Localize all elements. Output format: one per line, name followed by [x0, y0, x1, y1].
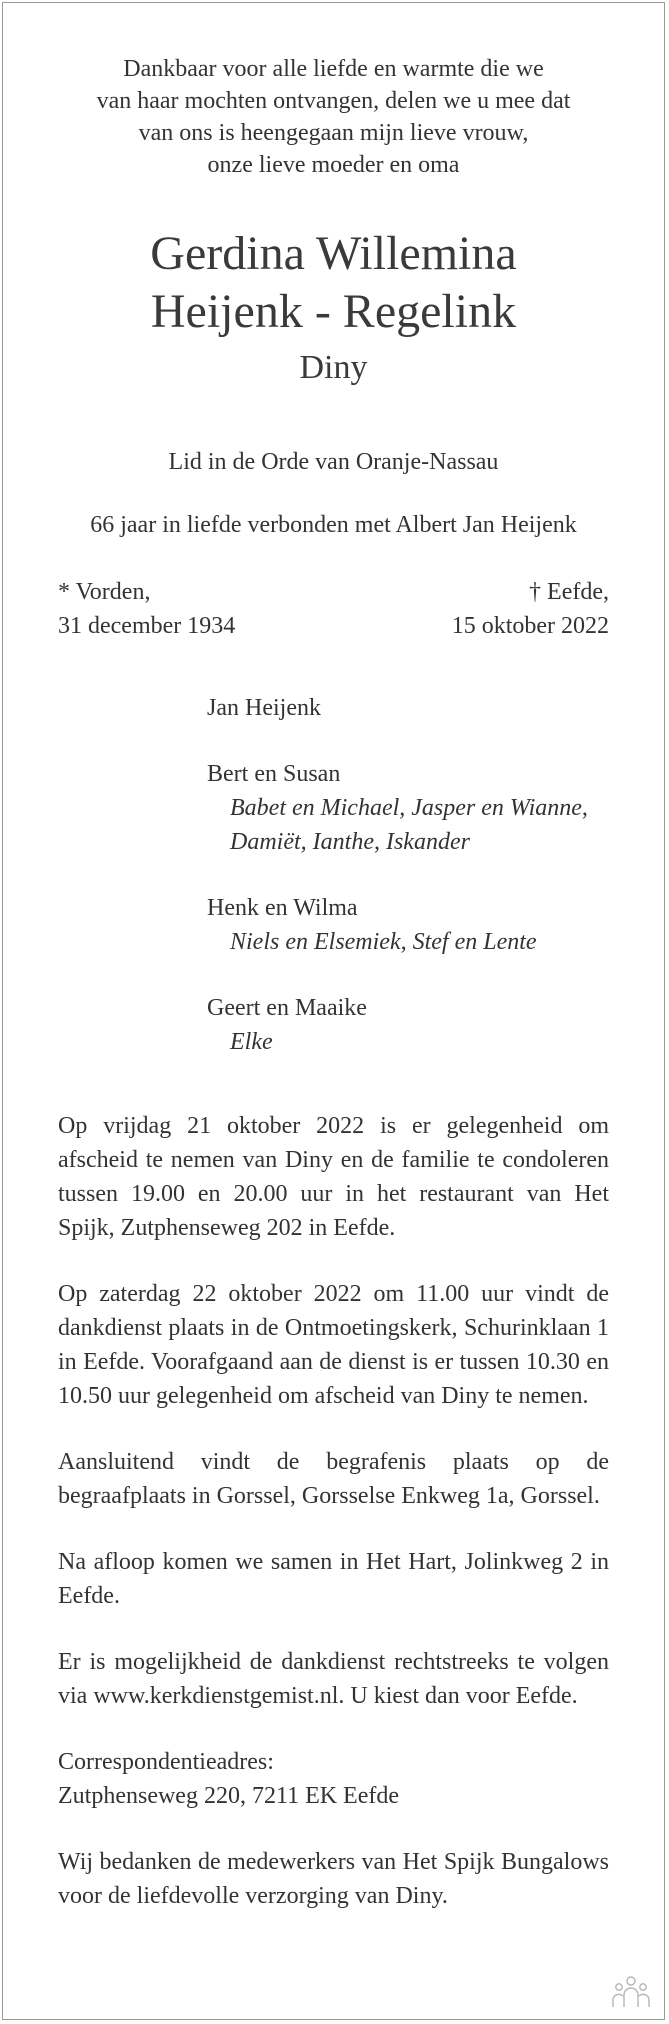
family-children: Elke: [230, 1029, 273, 1055]
family-list: [207, 691, 588, 1091]
deceased-name: [3, 225, 664, 341]
life-dates: [58, 575, 609, 643]
name-line-first: Gerdina Willemina: [150, 227, 517, 280]
thanks-paragraph: Wij bedanken de medewerkers van Het Spijk Bungalows voor de liefdevolle verzorging van Diny.: [58, 1849, 609, 1909]
family-head: Henk en Wilma: [207, 895, 358, 921]
intro-text: [3, 53, 664, 181]
family-head: Geert en Maaike: [207, 995, 367, 1021]
farewell-paragraph: Op vrijdag 21 oktober 2022 is er gelegenheid om afscheid te nemen van Diny en de familie te condoleren tussen 19.00 en 20.00 uur in het restaurant van Het Spijk, Zutphenseweg 202 in Eefde.: [58, 1113, 609, 1241]
death-place: † Eefde,: [529, 579, 609, 605]
birth-place: * Vorden,: [58, 579, 151, 605]
family-group-icon: [610, 1975, 652, 2009]
intro-line: van ons is heengegaan mijn lieve vrouw,: [138, 120, 529, 146]
honor-line: Lid in de Orde van Oranje-Nassau: [168, 449, 499, 475]
family-group: [207, 991, 588, 1059]
marriage-line: 66 jaar in liefde verbonden met Albert Jan Heijenk: [90, 512, 577, 538]
service-paragraph: Op zaterdag 22 oktober 2022 om 11.00 uur vindt de dankdienst plaats in de Ontmoetingskerk, Schurinklaan 1 in Eefde. Voorafgaand aan de dienst is er tussen 10.30 en 10.50 uur gelegenheid om afscheid van Diny te nemen.: [58, 1281, 609, 1409]
correspondence-label: Correspondentieadres:: [58, 1749, 274, 1775]
family-head: Bert en Susan: [207, 761, 341, 787]
correspondence-address: Zutphenseweg 220, 7211 EK Eefde: [58, 1783, 400, 1809]
intro-line: van haar mochten ontvangen, delen we u mee dat: [96, 88, 571, 114]
details-text: [58, 1109, 609, 1913]
family-group: [207, 691, 588, 725]
intro-line: Dankbaar voor alle liefde en warmte die we: [123, 56, 544, 82]
family-head: Jan Heijenk: [207, 695, 321, 721]
correspondence-block: [58, 1745, 609, 1813]
family-children: Babet en Michael, Jasper en Wianne,: [230, 795, 588, 821]
birth-date: 31 december 1934: [58, 613, 236, 639]
death-date: 15 oktober 2022: [451, 613, 609, 639]
family-group: [207, 757, 588, 859]
stream-paragraph: Er is mogelijkheid de dankdienst rechtstreeks te volgen via www.kerkdienstgemist.nl. U kiest dan voor Eefde.: [58, 1649, 609, 1709]
deceased-nickname: Diny: [299, 349, 368, 386]
obituary-card: [2, 2, 665, 2020]
gathering-paragraph: Na afloop komen we samen in Het Hart, Jolinkweg 2 in Eefde.: [58, 1549, 609, 1609]
family-children: Damiët, Ianthe, Iskander: [230, 829, 470, 855]
intro-line: onze lieve moeder en oma: [207, 152, 460, 178]
name-line-last: Heijenk - Regelink: [150, 285, 517, 338]
family-children: Niels en Elsemiek, Stef en Lente: [230, 929, 537, 955]
family-group: [207, 891, 588, 959]
burial-paragraph: Aansluitend vindt de begrafenis plaats op de begraafplaats in Gorssel, Gorsselse Enkweg 1a, Gorssel.: [58, 1449, 609, 1509]
